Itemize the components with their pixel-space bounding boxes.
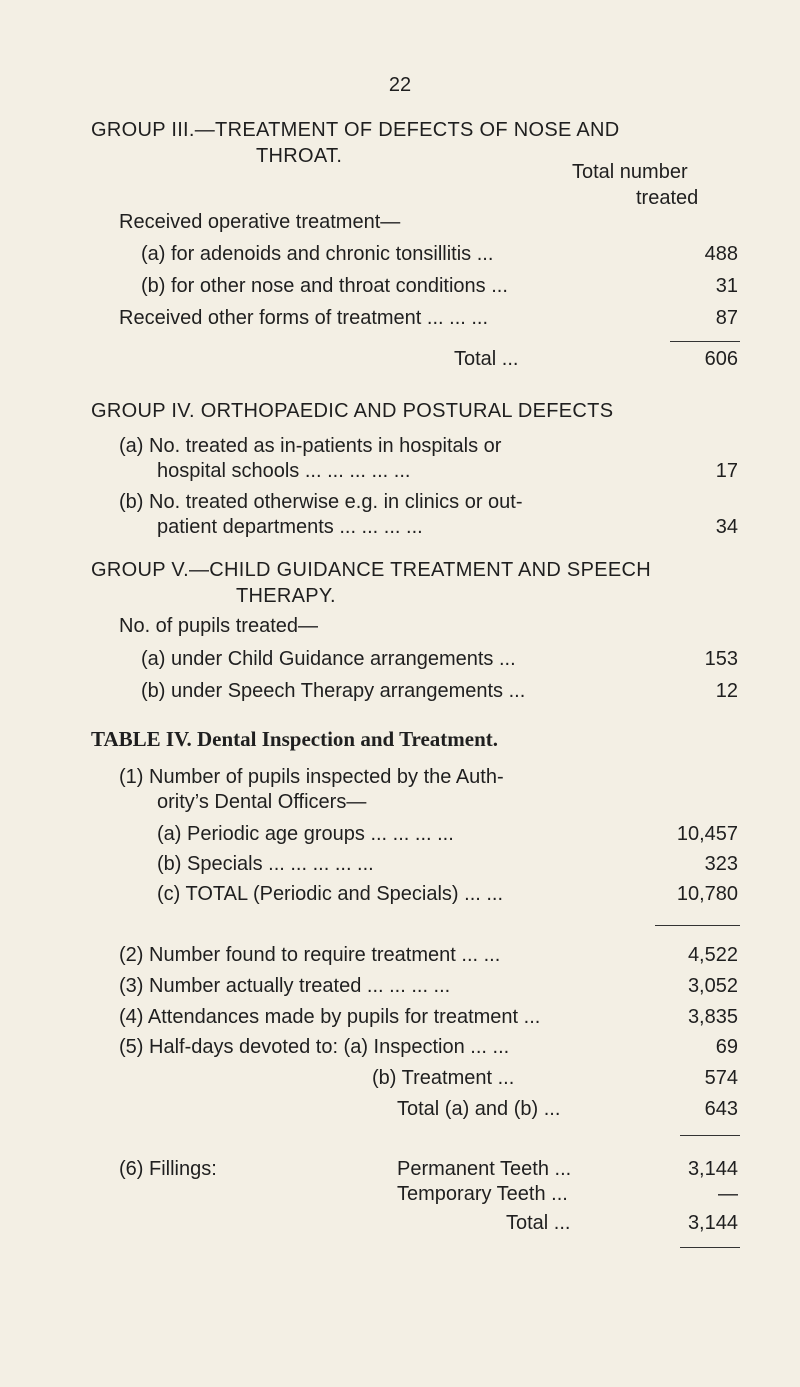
table4-title: TABLE IV. Dental Inspection and Treatment. [91, 727, 499, 751]
group3-row-a-label: (a) for adenoids and chronic tonsillitis ... [141, 243, 494, 265]
table4-fillings-total-label: Total ... [506, 1212, 571, 1234]
group3-row-a-value: 488 [704, 243, 738, 265]
table4-temporary-value: — [718, 1183, 738, 1205]
group3-col-header-2: treated [636, 187, 699, 209]
table4-specials-label: (b) Specials ... ... ... ... ... [157, 853, 374, 875]
group5-title [91, 557, 651, 609]
group5-subhead: No. of pupils treated— [119, 615, 318, 637]
group3-title-line2: THROAT. [256, 145, 343, 167]
group5-row-b-label: (b) under Speech Therapy arrangements ... [141, 680, 526, 702]
table4-periodic-value: 10,457 [676, 823, 738, 845]
table4-fillings-total-value: 3,144 [687, 1212, 738, 1234]
group4-row-a-line1: (a) No. treated as in-patients in hospitals or [119, 435, 502, 457]
table4-temporary-label: Temporary Teeth ... [397, 1183, 568, 1205]
table4-halfdays-b-value: 574 [704, 1067, 738, 1089]
table4-fillings-rule [680, 1247, 740, 1248]
group4-row-b-line1: (b) No. treated otherwise e.g. in clinics or out- [119, 491, 523, 513]
group3-total-label: Total ... [454, 348, 519, 370]
table4-halfdays-total-value: 643 [704, 1098, 738, 1120]
group3-row-b-label: (b) for other nose and throat conditions ... [141, 275, 508, 297]
table4-fillings-label: (6) Fillings: [119, 1158, 217, 1180]
table4-item4-label: (4) Attendances made by pupils for treatment ... [119, 1006, 541, 1028]
table4-halfdays-total-label: Total (a) and (b) ... [397, 1098, 561, 1120]
group5-row-b-value: 12 [715, 680, 738, 702]
group5-row-a-value: 153 [704, 648, 738, 670]
group3-received-operative: Received operative treatment— [119, 211, 401, 233]
table4-item5-value: 69 [715, 1036, 738, 1058]
table4-item2-label: (2) Number found to require treatment ... ... [119, 944, 501, 966]
page-number: 22 [388, 74, 412, 96]
table4-item3-value: 3,052 [687, 975, 738, 997]
group3-title-line1: GROUP III.—TREATMENT OF DEFECTS OF NOSE AND [91, 119, 620, 141]
table4-halfdays-rule [680, 1135, 740, 1136]
table4-item1-line2: ority’s Dental Officers— [157, 791, 367, 813]
group5-title-line2: THERAPY. [236, 585, 336, 607]
group4-row-a-line2: hospital schools ... ... ... ... ... [157, 460, 411, 482]
table4-total-specials-value: 10,780 [676, 883, 738, 905]
table4-periodic-label: (a) Periodic age groups ... ... ... ... [157, 823, 454, 845]
table4-item2-value: 4,522 [687, 944, 738, 966]
table4-item4-value: 3,835 [687, 1006, 738, 1028]
table4-permanent-value: 3,144 [687, 1158, 738, 1180]
table4-specials-value: 323 [704, 853, 738, 875]
table4-item3-label: (3) Number actually treated ... ... ... ... [119, 975, 451, 997]
group3-row-other-value: 87 [715, 307, 738, 329]
group3-title [91, 117, 620, 169]
table4-item5-label: (5) Half-days devoted to: (a) Inspection ... ... [119, 1036, 510, 1058]
group4-row-a-value: 17 [715, 460, 738, 482]
group4-row-b-line2: patient departments ... ... ... ... [157, 516, 423, 538]
group3-row-b-value: 31 [715, 275, 738, 297]
group4-row-b-value: 34 [715, 516, 738, 538]
table4-item1-line1: (1) Number of pupils inspected by the Auth- [119, 766, 504, 788]
group3-row-other-label: Received other forms of treatment ... ... ... [119, 307, 489, 329]
group4-title: GROUP IV. ORTHOPAEDIC AND POSTURAL DEFECTS [91, 400, 614, 422]
group3-total-rule [670, 341, 740, 342]
group3-col-header-1: Total number [572, 161, 688, 183]
table4-item1-rule [655, 925, 740, 926]
group5-row-a-label: (a) under Child Guidance arrangements ... [141, 648, 516, 670]
table4-total-specials-label: (c) TOTAL (Periodic and Specials) ... ... [157, 883, 504, 905]
group5-title-line1: GROUP V.—CHILD GUIDANCE TREATMENT AND SPEECH [91, 559, 651, 581]
table4-permanent-label: Permanent Teeth ... [397, 1158, 572, 1180]
table4-halfdays-b-label: (b) Treatment ... [372, 1067, 515, 1089]
group3-total-value: 606 [704, 348, 738, 370]
